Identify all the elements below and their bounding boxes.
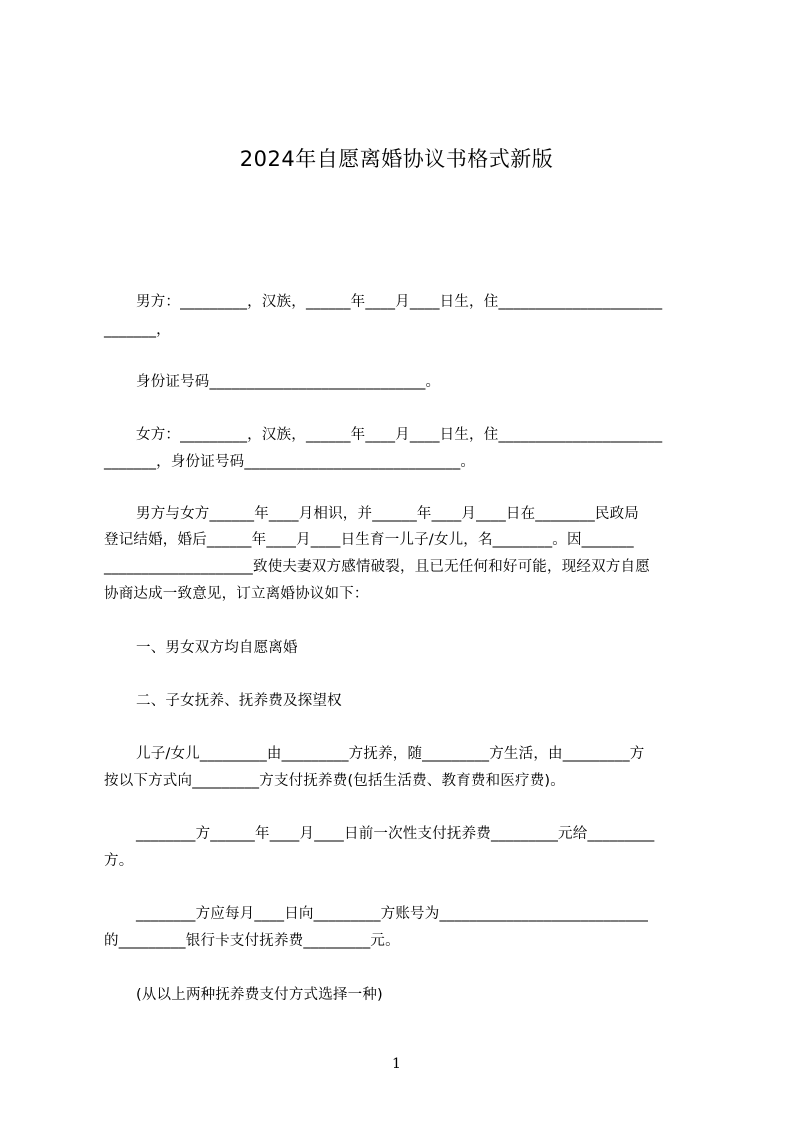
paragraph-line-monthly-2: 的_________银行卡支付抚养费_________元。 [104, 933, 400, 949]
paragraph-line-lump-sum-2: 方。 [104, 853, 134, 869]
paragraph-line-note: (从以上两种抚养费支付方式选择一种) [136, 987, 383, 1003]
section-heading-divorce: 一、男女双方均自愿离婚 [136, 640, 298, 656]
paragraph-line-marriage-2: 登记结婚，婚后______年____月____日生育一儿子/女儿，名________。因_______ [104, 532, 634, 548]
paragraph-line-marriage-4: 协商达成一致意见，订立离婚协议如下： [104, 586, 369, 602]
section-heading-custody: 二、子女抚养、抚养费及探望权 [136, 693, 342, 709]
paragraph-line-male-party: 男方：_________，汉族，______年____月____日生，住______________________ [136, 294, 663, 310]
paragraph-line-female-party-cont: _______，身份证号码_____________________________。 [104, 454, 476, 470]
document-title: 2024年自愿离婚协议书格式新版 [239, 147, 554, 171]
paragraph-line-lump-sum-1: ________方______年____月____日前一次性支付抚养费_________元给_________ [136, 826, 655, 842]
paragraph-line-female-party: 女方：_________，汉族，______年____月____日生，住______________________ [136, 427, 663, 443]
paragraph-line-marriage-3: ____________________致使夫妻双方感情破裂，且已无任何和好可能，现经双方自愿 [104, 559, 650, 575]
paragraph-line-male-party-cont: _______， [104, 322, 171, 338]
paragraph-line-custody-1: 儿子/女儿_________由_________方抚养，随_________方生活，由_________方 [136, 746, 645, 762]
page-number: 1 [392, 1056, 401, 1072]
paragraph-line-marriage-1: 男方与女方______年____月相识，并______年____月____日在________民政局 [136, 506, 639, 522]
paragraph-line-male-id: 身份证号码_____________________________。 [136, 374, 441, 390]
paragraph-line-custody-2: 按以下方式向_________方支付抚养费(包括生活费、教育费和医疗费)。 [104, 773, 565, 789]
paragraph-line-monthly-1: ________方应每月____日向_________方账号为____________________________ [136, 906, 649, 922]
